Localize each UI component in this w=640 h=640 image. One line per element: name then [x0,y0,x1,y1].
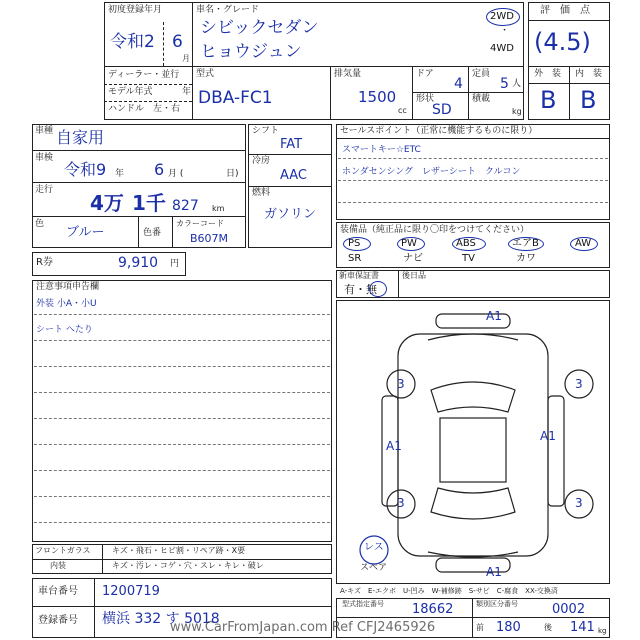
inspection-year-unit: 年 [115,169,125,179]
shift: FAT [280,137,303,152]
equip-navi: ナビ [403,253,423,264]
first-reg-month-unit: 月 [182,54,190,63]
equip-aw: AW [575,238,592,249]
mileage-rest: 827 [172,198,199,214]
cc-unit: cc [398,106,407,115]
equip-pw: PW [401,238,417,249]
grade-score: (4.5) [534,28,591,56]
exterior-label: 外 装 [534,69,562,79]
interior-grade: B [580,86,597,114]
warranty-value: 有・無 [344,283,377,296]
hood [428,334,518,340]
axle-front-label: 前 [476,623,484,632]
capacity-unit: 人 [512,79,522,89]
model-code-label: 型式 [196,69,215,79]
exterior-grade: B [540,86,557,114]
inspection-month-unit: 月 ( [168,169,184,179]
grade: ヒョウジュン [200,42,302,62]
damage-legend: A-キズ E-エクボ U-凹み W-補修跡 S-サビ C-腐食 XX-交換済 [340,587,558,595]
car-name: シビックセダン [200,18,319,38]
equip-ps: PS [348,238,361,249]
dealer-label: ディーラー・並行 [108,70,180,80]
reg-no: 横浜 332 す 5018 [102,611,220,627]
model-year-label: モデル年式 [108,87,153,97]
spare-label: スペア [360,563,388,573]
notes-box [32,280,332,542]
equip-leather: カワ [516,253,536,264]
type-cert-label: 型式指定番号 [342,600,384,608]
first-reg-era: 令和2 [110,32,155,52]
equip-airbag: エアB [512,238,539,249]
mileage-10k: 4万 [90,191,124,215]
drive-dot: ・ [500,26,510,36]
chassis-no: 1200719 [102,584,160,599]
equip-sr: SR [348,253,362,264]
displacement: 1500 [358,88,397,106]
front-glass-label: フロントガラス [35,546,91,555]
doors-label: ドア [416,69,434,79]
color-no-label: 色番 [143,228,162,238]
color-label: 色 [35,219,45,229]
type-cert: 18662 [412,602,454,617]
mark-fl: 3 [397,377,405,391]
model-code: DBA-FC1 [198,88,273,108]
side-right [548,396,564,506]
shape-label: 形状 [416,94,435,104]
capacity: 5 [500,76,509,92]
sales-points-line1: スマートキー☆ETC [342,145,421,155]
equipment-title: 装備品（純正品に限り〇印をつけてください） [340,225,530,235]
axle-rear: 141 [570,620,595,635]
inspection: 令和9 [64,160,107,179]
usage: 自家用 [56,128,105,147]
ac: AAC [280,168,307,183]
spare-mark: レス [364,542,384,553]
mark-rr: 3 [575,496,583,510]
first-reg-label: 初度登録年月 [108,5,163,15]
axle-rear-label: 後 [544,623,552,632]
color-code: B607M [190,232,229,245]
warranty-label: 新車保証書 [339,271,379,280]
fuel-label: 燃料 [252,188,271,198]
retro-label: 後日品 [402,271,426,280]
mark-front: A1 [486,309,502,323]
axle-unit: kg [598,627,607,635]
inspection-day-unit: 日) [226,169,239,179]
handle-label: ハンドル 左・右 [108,104,181,114]
axle-front: 180 [496,620,521,635]
category: 0002 [552,602,586,617]
displacement-label: 排気量 [334,69,362,79]
car-name-label: 車名・グレード [196,5,260,15]
mark-right-side: A1 [540,429,556,443]
roof [440,418,506,482]
doors: 4 [454,76,463,92]
watermark: www.CarFromJapan.com Ref CFJ2465926 [170,620,436,635]
inspection-month: 6 [154,160,165,179]
category-label: 類別区分番号 [476,600,518,608]
glass-legend: キズ・飛石・ヒビ割・リペア跡・X要 [112,546,246,555]
recycle-label: R券 [36,257,53,268]
km-unit: km [212,204,225,213]
rear-window [431,488,515,519]
ac-label: 冷房 [252,156,271,166]
notes-line2: シート へたり [36,325,93,335]
windshield [431,382,515,412]
notes-line1: 外装 小A・小U [36,299,97,309]
chassis-label: 車台番号 [38,586,78,597]
sales-points-line2: ホンダセンシング レザーシート クルコン [342,167,521,177]
interior-legend: キズ・汚レ・コゲ・穴・スレ・キレ・破レ [112,561,264,570]
warranty-circle [369,281,387,297]
color: ブルー [66,225,105,240]
mark-fr: 3 [575,377,583,391]
interior-label: 内 装 [575,69,603,79]
notes-title: 注意事項申告欄 [36,282,100,292]
car-body-outline [398,334,548,556]
recycle: 9,910 [118,255,159,271]
first-reg-month: 6 [172,32,183,52]
sales-points-title: セールスポイント（正常に機能するものに限り） [340,126,538,136]
drive-4wd: 4WD [490,43,514,54]
model-year-unit: 年 [182,87,192,97]
equip-tv: TV [462,253,475,264]
reg-label: 登録番号 [38,615,78,626]
drive-2wd: 2WD [490,11,514,22]
interior-bottom-label: 内装 [50,561,66,570]
inspection-label: 車検 [35,153,54,163]
usage-label: 車種 [35,126,54,136]
mark-left-side: A1 [386,439,402,453]
mileage-label: 走行 [35,185,54,195]
fuel: ガソリン [264,207,317,222]
shift-label: シフト [252,126,280,136]
mark-rl: 3 [397,496,405,510]
recycle-box [32,252,186,276]
grade-title: 評 価 点 [540,5,590,16]
color-code-label: カラーコード [176,219,224,228]
load-label: 積載 [472,94,491,104]
mileage-1k: 1千 [132,191,166,215]
shape: SD [432,102,452,118]
yen-unit: 円 [170,259,180,269]
mark-rear: A1 [486,565,502,579]
kg-unit: kg [512,107,522,116]
capacity-label: 定員 [472,69,491,79]
equip-abs: ABS [456,238,476,249]
